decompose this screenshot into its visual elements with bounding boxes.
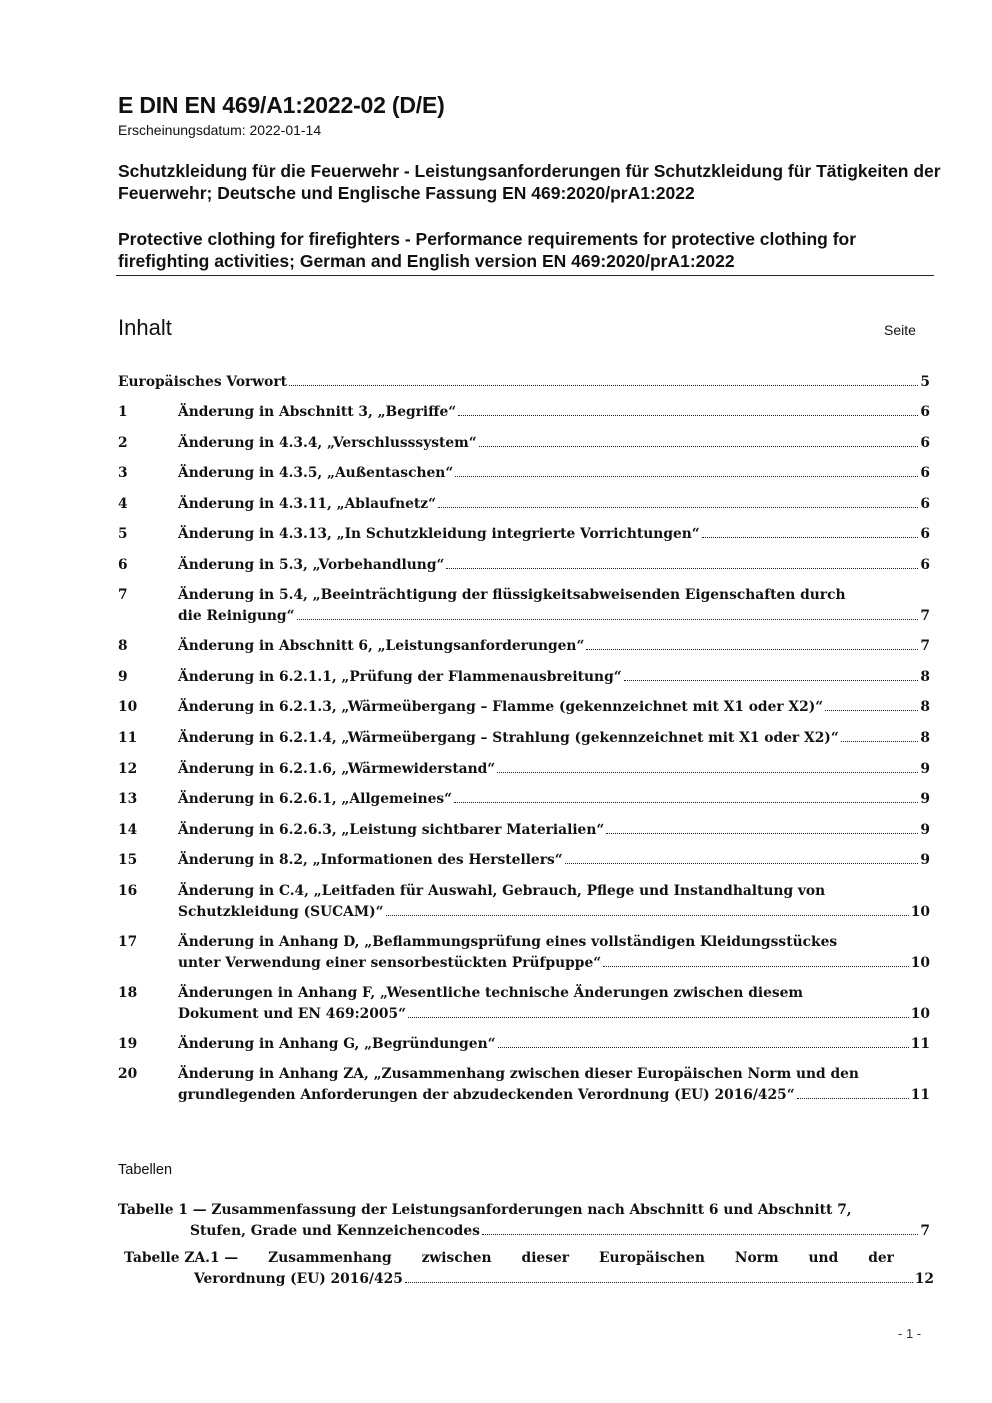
- document-id: E DIN EN 469/A1:2022-02 (D/E): [118, 92, 445, 118]
- title-english: Protective clothing for firefighters - Performance requirements for protective clothing for firefighting activities; German and English version EN 469:2020/prA1:2022: [118, 229, 857, 271]
- toc-page-number: 6: [920, 435, 930, 451]
- toc-entry: [118, 759, 930, 780]
- toc-page-number: 6: [920, 526, 930, 542]
- toc-page-number: 10: [910, 903, 930, 920]
- toc-entry-body: [178, 555, 930, 576]
- toc-leader-line: [178, 953, 930, 974]
- toc-entry-text: Änderung in Anhang D, „Beflammungsprüfung eines vollständigen Kleidungsstückes: [178, 934, 838, 950]
- toc-entry-body: [178, 524, 930, 545]
- toc-entry-number: 1: [118, 404, 128, 420]
- toc-dot-leader: [482, 1222, 919, 1235]
- toc-dot-leader: [606, 821, 918, 834]
- toc-entry-number: 13: [118, 791, 138, 807]
- toc-entry-number: 18: [118, 985, 138, 1001]
- page-column-label: Seite: [884, 322, 916, 338]
- toc-entry: [118, 1034, 930, 1055]
- toc-page-number: 9: [920, 852, 930, 868]
- table-entry-word: Zusammenhang: [268, 1250, 392, 1266]
- toc-page-number: 6: [920, 496, 930, 512]
- toc-entry-body: [178, 585, 930, 626]
- toc-entry: [118, 494, 930, 515]
- toc-leader-line: [178, 902, 930, 923]
- toc-entry-text: Änderung in 6.2.6.1, „Allgemeines“: [178, 791, 453, 807]
- toc-leader-line: [178, 820, 930, 841]
- toc-entry-text: Änderung in 6.2.1.3, „Wärmeübergang – Flamme (gekennzeichnet mit X1 oder X2)“: [178, 699, 824, 715]
- toc-entry-text: Dokument und EN 469:2005“: [178, 1005, 407, 1022]
- toc-leader-line: [178, 1085, 930, 1106]
- toc-entry-text: Europäisches Vorwort: [118, 374, 288, 390]
- toc-entry: [118, 463, 930, 484]
- toc-entry-body: [178, 463, 930, 484]
- toc-dot-leader: [586, 637, 918, 650]
- toc-dot-leader: [405, 1270, 913, 1283]
- toc-entry: [118, 433, 930, 454]
- toc-entry-number: 7: [118, 587, 128, 603]
- toc-dot-leader: [289, 373, 918, 386]
- toc-entry: [118, 850, 930, 871]
- toc-page-number: 11: [910, 1086, 930, 1103]
- toc-entry-number: 2: [118, 435, 128, 451]
- toc-leader-line: [178, 1004, 930, 1025]
- toc-entry-text: Verordnung (EU) 2016/425: [194, 1270, 403, 1287]
- toc-entry-body: [178, 636, 930, 657]
- toc-entry: [118, 636, 930, 657]
- table-entry-word: Tabelle ZA.1 —: [124, 1250, 239, 1266]
- toc-dot-leader: [497, 760, 918, 773]
- toc-leader-line: [178, 728, 930, 749]
- toc-dot-leader: [479, 434, 919, 447]
- toc-page-number: 6: [920, 465, 930, 481]
- table-entry-word: und: [808, 1250, 839, 1266]
- toc-dot-leader: [498, 1035, 909, 1048]
- toc-leader-line: [178, 789, 930, 810]
- toc-entry-text: Änderung in 5.4, „Beeinträchtigung der flüssigkeitsabweisenden Eigenschaften durch: [178, 587, 846, 603]
- toc-dot-leader: [603, 954, 909, 967]
- toc-heading: Inhalt: [118, 315, 172, 340]
- toc-page-number: 5: [920, 374, 930, 390]
- toc-dot-leader: [454, 790, 918, 803]
- table-entry-word: der: [868, 1250, 894, 1266]
- table-entry-word: Norm: [734, 1250, 779, 1266]
- toc-entry-number: 14: [118, 822, 138, 838]
- title-divider: [116, 275, 934, 276]
- toc-entry: [118, 728, 930, 749]
- toc-page-number: 10: [910, 954, 930, 971]
- toc-entry-body: [178, 850, 930, 871]
- toc-entry-body: [178, 494, 930, 515]
- toc-entry-number: 9: [118, 669, 128, 685]
- toc-page-number: 8: [920, 669, 930, 685]
- toc-entry-text: Änderung in Anhang ZA, „Zusammenhang zwischen dieser Europäischen Norm und den: [178, 1066, 859, 1082]
- toc-leader-line: [190, 1221, 930, 1242]
- toc-entry-text: Änderung in 4.3.5, „Außentaschen“: [178, 465, 454, 481]
- toc-entry-number: 17: [118, 934, 138, 950]
- toc-entry: [118, 697, 930, 718]
- toc-page-number: 7: [920, 607, 930, 624]
- toc-entry: [118, 983, 930, 1024]
- toc-entry-number: 15: [118, 852, 138, 868]
- toc-dot-leader: [446, 556, 918, 569]
- toc-entry-body: [178, 728, 930, 749]
- toc-entry-number: 10: [118, 699, 138, 715]
- table-entry-text: [124, 1248, 894, 1269]
- toc-entry-body: [178, 759, 930, 780]
- toc-entry-text: Änderung in 6.2.1.4, „Wärmeübergang – Strahlung (gekennzeichnet mit X1 oder X2)“: [178, 730, 839, 746]
- toc-page-number: 10: [910, 1005, 930, 1022]
- toc-entry-text: Änderung in 6.2.6.3, „Leistung sichtbarer Materialien“: [178, 822, 605, 838]
- toc-entry-text: Stufen, Grade und Kennzeichencodes: [190, 1222, 480, 1239]
- toc-entry: [118, 555, 930, 576]
- toc-entry-number: 12: [118, 761, 138, 777]
- tables-heading: Tabellen: [118, 1162, 173, 1178]
- title-german: Schutzkleidung für die Feuerwehr - Leistungsanforderungen für Schutzkleidung für Tätigkeiten der Feuerwehr; Deutsche und Englische Fassung EN 469:2020/prA1:2022: [118, 161, 941, 203]
- toc-entry-text: Änderung in 6.2.1.6, „Wärmewiderstand“: [178, 761, 496, 777]
- toc-dot-leader: [702, 525, 919, 538]
- toc-dot-leader: [408, 1005, 909, 1018]
- toc-dot-leader: [565, 851, 919, 864]
- toc-leader-line: [194, 1269, 934, 1290]
- toc-dot-leader: [438, 495, 918, 508]
- toc-leader-line: [178, 555, 930, 576]
- toc-entry-body: [118, 372, 930, 393]
- toc-page-number: 9: [920, 791, 930, 807]
- toc-page-number: 12: [914, 1270, 934, 1287]
- toc-entry-body: [178, 932, 930, 973]
- toc-entry: [118, 789, 930, 810]
- toc-entry-number: 19: [118, 1036, 138, 1052]
- publication-date: Erscheinungsdatum: 2022-01-14: [118, 122, 322, 138]
- toc-leader-line: [178, 697, 930, 718]
- table-entry: [118, 1200, 930, 1241]
- toc-entry-body: [178, 1064, 930, 1105]
- toc-dot-leader: [841, 729, 919, 742]
- toc-leader-line: [178, 433, 930, 454]
- toc-entry: [118, 1064, 930, 1105]
- toc-entry-text: grundlegenden Anforderungen der abzudeckenden Verordnung (EU) 2016/425“: [178, 1086, 795, 1103]
- toc-entry-number: 6: [118, 557, 128, 573]
- toc-page-number: 6: [920, 404, 930, 420]
- toc-entry-text: Änderung in C.4, „Leitfaden für Auswahl, Gebrauch, Pflege und Instandhaltung von: [178, 883, 826, 899]
- toc-leader-line: [178, 463, 930, 484]
- toc-entry-body: [178, 820, 930, 841]
- toc-entry: [118, 820, 930, 841]
- toc-entry-number: 3: [118, 465, 128, 481]
- toc-entry-body: [178, 983, 930, 1024]
- toc-entry-text: unter Verwendung einer sensorbestückten Prüfpuppe“: [178, 954, 602, 971]
- toc-dot-leader: [297, 607, 919, 620]
- toc-entry-text: Änderung in 8.2, „Informationen des Herstellers“: [178, 852, 563, 868]
- toc-entry-text: Änderung in Abschnitt 3, „Begriffe“: [178, 404, 457, 420]
- toc-leader-line: [178, 759, 930, 780]
- toc-leader-line: [118, 372, 930, 393]
- toc-entry: [118, 932, 930, 973]
- toc-entry-text: Änderung in Anhang G, „Begründungen“: [178, 1036, 496, 1052]
- toc-entry-body: [178, 433, 930, 454]
- toc-entry: [118, 667, 930, 688]
- toc-entry-number: 5: [118, 526, 128, 542]
- toc-entry-body: [178, 697, 930, 718]
- toc-entry: [118, 402, 930, 423]
- toc-entry-body: [178, 1034, 930, 1055]
- toc-entry-body: [178, 881, 930, 922]
- table-entry-text: Tabelle 1 — Zusammenfassung der Leistungsanforderungen nach Abschnitt 6 und Abschnitt 7,: [118, 1202, 852, 1218]
- toc-dot-leader: [624, 668, 919, 681]
- toc-entry-text: Änderungen in Anhang F, „Wesentliche technische Änderungen zwischen diesem: [178, 985, 804, 1001]
- toc-entry: [118, 524, 930, 545]
- toc-leader-line: [178, 606, 930, 627]
- page-number: - 1 -: [898, 1326, 922, 1341]
- toc-page-number: 6: [920, 557, 930, 573]
- toc-leader-line: [178, 667, 930, 688]
- toc-dot-leader: [386, 903, 909, 916]
- toc-entry-text: Änderung in 4.3.4, „Verschlusssystem“: [178, 435, 477, 451]
- toc-entry-number: 20: [118, 1066, 138, 1082]
- toc-entry-number: 11: [118, 730, 138, 746]
- toc-leader-line: [178, 524, 930, 545]
- toc-page-number: 7: [920, 1222, 930, 1239]
- toc-dot-leader: [455, 464, 918, 477]
- toc-dot-leader: [797, 1086, 909, 1099]
- toc-leader-line: [178, 494, 930, 515]
- toc-foreword: [118, 372, 930, 393]
- toc-page-number: 7: [920, 638, 930, 654]
- toc-entry-body: [178, 789, 930, 810]
- toc-page-number: 8: [920, 730, 930, 746]
- toc-page-number: 9: [920, 761, 930, 777]
- toc-leader-line: [178, 402, 930, 423]
- toc-entry-number: 8: [118, 638, 128, 654]
- toc-entry-number: 4: [118, 496, 128, 512]
- toc-leader-line: [178, 1034, 930, 1055]
- toc-page-number: 9: [920, 822, 930, 838]
- toc-page-number: 8: [920, 699, 930, 715]
- toc-entry-text: Änderung in 5.3, „Vorbehandlung“: [178, 557, 445, 573]
- toc-entry-text: Änderung in 4.3.11, „Ablaufnetz“: [178, 496, 437, 512]
- table-entry-word: zwischen: [421, 1250, 492, 1266]
- table-entry-word: dieser: [521, 1250, 570, 1266]
- toc-dot-leader: [825, 698, 918, 711]
- toc-entry-body: [178, 402, 930, 423]
- toc-entry-text: Änderung in Abschnitt 6, „Leistungsanforderungen“: [178, 638, 585, 654]
- toc-leader-line: [178, 636, 930, 657]
- toc-entry-body: [178, 667, 930, 688]
- toc-entry: [118, 585, 930, 626]
- toc-entry-text: die Reinigung“: [178, 607, 295, 624]
- table-entry-word: Europäischen: [599, 1250, 705, 1266]
- table-entry: [118, 1248, 934, 1289]
- toc-page-number: 11: [910, 1036, 930, 1052]
- toc-entry-text: Änderung in 4.3.13, „In Schutzkleidung integrierte Vorrichtungen“: [178, 526, 700, 542]
- toc-entry-text: Schutzkleidung (SUCAM)“: [178, 903, 384, 920]
- toc-entry-text: Änderung in 6.2.1.1, „Prüfung der Flammenausbreitung“: [178, 669, 622, 685]
- toc-leader-line: [178, 850, 930, 871]
- toc-entry: [118, 881, 930, 922]
- toc-dot-leader: [458, 403, 918, 416]
- toc-entry-number: 16: [118, 883, 138, 899]
